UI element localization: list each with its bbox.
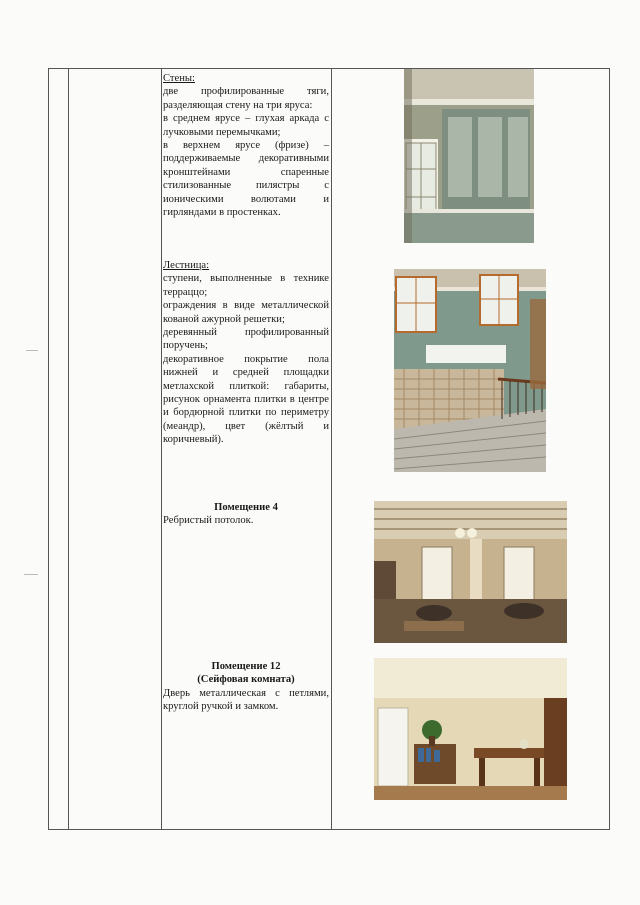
walls-section xyxy=(163,72,329,219)
table-right-border xyxy=(609,68,610,830)
column-divider-2 xyxy=(161,68,162,830)
room-12-subtitle: (Сейфовая комната) xyxy=(197,674,295,686)
stairs-photo xyxy=(394,269,546,472)
room-12-photo xyxy=(374,658,567,800)
walls-heading: Стены: xyxy=(163,73,195,84)
room-12-title: Помещение 12 xyxy=(211,661,281,672)
room-4-section xyxy=(163,501,329,528)
table-left-border xyxy=(48,68,49,830)
stairs-section xyxy=(163,259,329,447)
scan-mark xyxy=(24,574,38,575)
room-12-text: Дверь металлическая с петлями, круглой ручкой и замком. xyxy=(163,687,329,713)
walls-photo xyxy=(404,69,534,243)
scan-mark xyxy=(26,350,38,351)
column-divider-1 xyxy=(68,68,69,830)
stairs-text: ступени, выполненные в технике терраццо; ограждения в виде металлической кованой ажурной решетки; деревянный профилированный поручень; декоративное покрытие пола нижней и средней площадки метлахской плиткой: габариты, рисунок орнамента плитки в центре и бордюрной плитки по периметру (меандр), цвет (жёлтый и коричневый). xyxy=(163,273,329,446)
stairs-heading: Лестница: xyxy=(163,260,210,271)
walls-text: две профилированные тяги, разделяющая стену на три яруса: в среднем ярусе – глухая аркада с лучковыми перемычками; в верхнем ярусе (фризе) – поддерживаемые декоративными кронштейнами спаренные стилизованные пилястры с ионическими волютами и гирляндами в простенках. xyxy=(163,86,329,219)
table-bottom-border xyxy=(48,829,610,830)
column-divider-3 xyxy=(331,68,332,830)
room-4-title: Помещение 4 xyxy=(214,502,278,513)
room-4-text: Ребристый потолок. xyxy=(163,515,254,527)
room-4-photo xyxy=(374,501,567,643)
room-12-section xyxy=(163,660,329,714)
